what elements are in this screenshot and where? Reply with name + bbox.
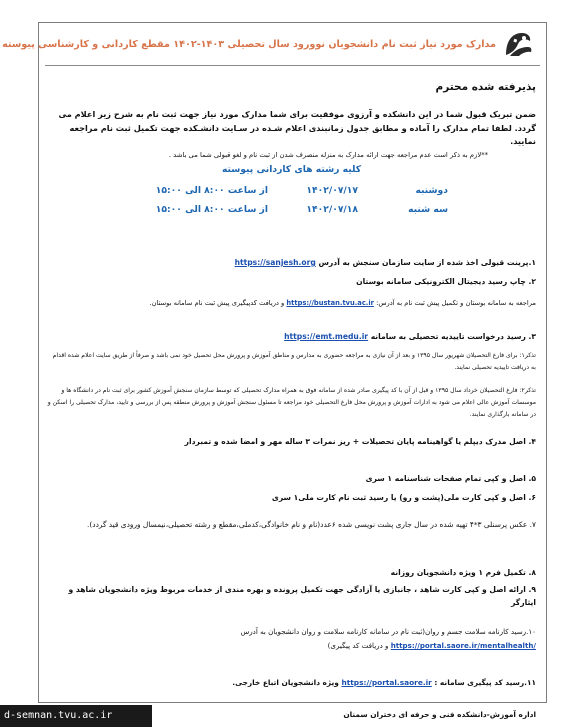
item-text: ۱۰.رسید کارنامه سلامت جسم و روان(ثبت نام در سامانه کارنامه سلامت و روان دانشجویان به آدرس xyxy=(240,627,536,636)
item-text: ۳. رسید درخواست تاییدیه تحصیلی به سامانه xyxy=(370,332,536,341)
bustan-link[interactable]: https://bustan.tvu.ac.ir xyxy=(286,299,374,307)
list-item xyxy=(47,625,536,653)
item-text: ویژه دانشجویان اتباع خارجی. xyxy=(232,678,339,687)
saore-link[interactable]: https://portal.saore.ir xyxy=(341,678,432,687)
schedule-time: از ساعت ۸:۰۰ الی ۱۵:۰۰ xyxy=(155,204,268,215)
list-item: ۶. اصل و کپی کارت ملی(پشت و رو) یا رسید ثبت نام کارت ملی۱ سری xyxy=(271,493,536,502)
list-item xyxy=(47,258,536,267)
note-paragraph: تذکر۲: فارغ التحصیلان خرداد سال ۱۳۹۵ و قبل از آن با کد پیگیری صادر شده از سامانه فوق به همراه مدارک تحصیلی که توسط سازمان سنجش آموزش کشور برای ثبت نام در دانشگاه ها و موسسات آموزش عالی اعلام می شود به ادارات آموزش و پرورش محل فارغ التحصیلی خود مراجعه تا مسئول سنجش آموزش و پرورش منطقه پس از بررسی و تایید، مدارک تحصیلی را اسکن و در سامانه بارگذاری نمایند. xyxy=(47,387,536,418)
item-text: و دریافت کدپیگیری پیش ثبت نام سامانه بوستان. xyxy=(149,299,285,307)
absence-note: **لازم به ذکر است عدم مراجعه جهت ارائه مدارک به منزله منصرف شدن از ثبت نام و لغو قبولی شما می باشد . xyxy=(168,151,488,159)
university-logo-icon xyxy=(502,29,534,59)
item-text: ۱۱.رسید کد پیگیری سامانه : xyxy=(434,678,536,687)
document-title: مدارک مورد نیاز ثبت نام دانشجویان نوورود سال تحصیلی ۱۴۰۳-۱۴۰۲ مقطع کاردانی و کارشناسی پیوسته xyxy=(2,39,496,50)
list-item: ۲. چاپ رسید دیجیتال الکترونیکی سامانه بوستان xyxy=(356,277,536,286)
schedule-time: از ساعت ۸:۰۰ الی ۱۵:۰۰ xyxy=(155,185,268,196)
list-item: ۸. تکمیل فرم ۱ ویژه دانشجویان روزانه xyxy=(390,568,536,577)
sanjesh-link[interactable]: https://sanjesh.org xyxy=(234,258,316,267)
signature: اداره آموزش-دانشکده فنی و حرفه ای دختران سمنان xyxy=(343,710,536,719)
schedule-date: ۱۴۰۲/۰۷/۱۷ xyxy=(306,185,358,196)
domain-footer[interactable]: d-semnan.tvu.ac.ir xyxy=(0,705,152,727)
intro-paragraph: ضمن تبریک قبول شما در این دانشکده و آرزوی موفقیت برای شما مدارک مورد نیاز جهت ثبت نام به شرح زیر اعلام می گردد. لطفا تمام مدارک را آماده و مطابق جدول زمانبندی اعلام شـده در سـایت دانشـکده جهت تکمیل ثبت نام مراجعه نمایید. xyxy=(58,109,536,146)
list-item xyxy=(47,332,536,341)
list-item: ۷. عکس پرسنلی ۳*۴ تهیه شده در سال جاری پشت نویسی شده ۶عدد(نام و نام خانوادگی،کدملی،مقطع و رشته تحصیلی،نیمسال ورودی قید گردد). xyxy=(87,520,536,529)
schedule-date: ۱۴۰۲/۰۷/۱۸ xyxy=(306,204,358,215)
list-item-detail xyxy=(47,294,536,312)
item-text: و دریافت کد پیگیری) xyxy=(327,641,389,650)
list-item: ۹. ارائه اصل و کپی کارت شاهد ، جانبازی یا آزادگی جهت تکمیل پرونده و بهره مندی از خدمات مربوط ویژه دانشجویان شاهد و ایثارگر xyxy=(68,585,536,607)
item-text: مراجعه به سامانه بوستان و تکمیل پیش ثبت نام به آدرس: xyxy=(376,299,536,307)
mentalhealth-link[interactable]: https://portal.saore.ir/mentalhealth/ xyxy=(390,641,536,650)
header-divider xyxy=(45,65,540,66)
list-item: ۴. اصل مدرک دیپلم یا گواهینامه پایان تحصیلات + ریز نمرات ۳ ساله مهر و امضا شده و تمبردار xyxy=(184,437,536,446)
schedule-day: سه شنبه xyxy=(408,204,448,215)
item-text: ۱.پرینت قبولی اخذ شده از سایت سازمان سنجش به آدرس xyxy=(318,258,536,267)
emt-link[interactable]: https://emt.medu.ir xyxy=(284,332,369,341)
list-item: ۵. اصل و کپی تمام صفحات شناسنامه ۱ سری xyxy=(365,474,536,483)
note-paragraph: تذکر۱: برای فارغ التحصیلان شهریور سال ۱۳۹۵ و بعد از آن نیازی به مراجعه حضوری به مدارس و مناطق آموزش و پرورش محل تحصیل خود نمی باشد و صرفاً از طریق سایت اعلام شده اقدام به دریافت تاییدیه تحصیلی نمایند. xyxy=(52,352,536,371)
schedule-day: دوشنبه xyxy=(415,185,448,196)
greeting: پذیرفته شده محترم xyxy=(435,81,536,93)
list-item xyxy=(47,678,536,687)
section-title: کلیه رشته های کاردانی پیوسته xyxy=(221,164,362,175)
